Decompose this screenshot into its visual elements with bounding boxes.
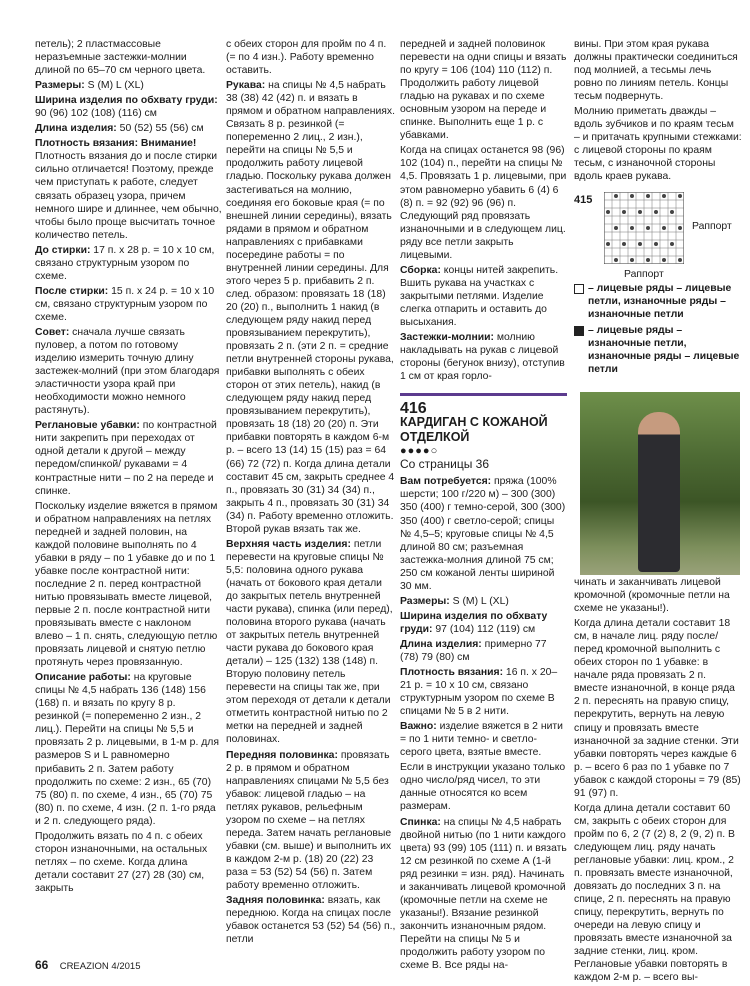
text-paragraph: чинать и заканчивать лицевой кромочной (кромочные петли на схеме не указаны!).: [574, 577, 730, 615]
section-number: 416: [400, 400, 427, 418]
purl-symbol-icon: [574, 326, 584, 336]
assembly-line: Сборка: концы нитей закрепить. Вшить рукава на участках с закрытыми петлями. Изделие слегка отпарить и оставить до высыхания.: [400, 264, 559, 328]
zipper-line: Застежки-молнии: молнию накладывать на рукав с лицевой стороны (бегунок внизу), отступив 1 см от края горло-: [400, 332, 565, 383]
column-3: [400, 38, 567, 974]
column-4: [574, 38, 742, 379]
difficulty-dots: ●●●●○: [400, 445, 439, 458]
back-half-line: Задняя половинка: вязать, как переднюю. Когда на спицах после убавок останется 53 (52) 54 (56) п., петли: [226, 895, 396, 946]
section-title: КАРДИГАН С КОЖАНОЙ ОТДЕЛКОЙ: [400, 415, 548, 445]
length-line: Длина изделия: 50 (52) 55 (56) см: [35, 123, 204, 135]
advice-line: Совет: сначала лучше связать пуловер, а потом по готовому изделию измерить точную длину застежек-молний (при этом благодаря эластичности узора край при необходимости можно немного растянуть).: [35, 326, 220, 417]
sizes-line: Размеры: S (M) L (XL): [35, 80, 144, 92]
before-wash-line: До стирки: 17 п. х 28 р. = 10 х 10 см, связано структурным узором по схеме.: [35, 244, 215, 282]
width-line: Ширина изделия по обхвату груди: 90 (96) 102 (108) (116) см: [35, 95, 218, 120]
text-paragraph: передней и задней половинок перевести на одни спицы и вязать по кругу = 106 (104) 110 (112) п. Продолжить работу лицевой гладью на рукавах и по схеме основным узором на переде и спинке. Выполнить еще 1 р. с убавками.: [400, 39, 567, 142]
front-half-line: Передняя половинка: провязать 2 р. в прямом и обратном направлениях спицами № 5,5 без убавок: лицевой гладью – на петлях рукавов, рельефным узором по схеме – на петлях переда. Затем начать реглановые убавки (см. выше) и выполнить их в каждом 2-м р. (18) 20 (22) 23 раза = 53 (52) 54 (56) п. Затем работу временно отложить.: [226, 749, 392, 891]
section-rule: [400, 393, 567, 396]
description-line: Описание работы: на круговые спицы № 4,5 набрать 136 (148) 156 (168) п. и вязать по кругу 8 р. резинкой (= попеременно 2 изн., 2 лиц.). Перейти на спицы № 5,5 и провязать 2 р. лицевыми, в 1-м р. для размеров S и L равномерно прибавить 2 п. Затем работу продолжить по схеме: 2 изн., 65 (70) 75 (80) п. по схеме, 4 изн., 65 (70) 75 (80) п. по схеме, 4 изн. (2 п. 1-го ряда и 2 п. следующего ряда).: [35, 672, 219, 827]
page-footer: [35, 958, 141, 972]
legend-item-knit: – лицевые ряды – лицевые петли, изнаночные ряды – изнаночные петли: [574, 282, 742, 321]
text-paragraph: Если в инструкции указано только одно число/ряд чисел, то эти данные относятся ко всем размерам.: [400, 762, 566, 813]
sleeves-line: Рукава: на спицы № 4,5 набрать 38 (38) 42 (42) п. и вязать в прямом и обратном направлениях. Связать 8 р. резинкой (= попеременно 2 лиц., 2 изн.), перейти на спицы № 5,5 и продолжить работу лицевой гладью. Поскольку рукава должен застегиваться на молнию, соединяя его боковые края (= по внешней линии середины), вязать рядами в прямом и обратном направлениях с прибавками посередине работы = по внутренней линии середины. Для этого через 5 р. прибавить 2 п. след. образом: провязать 18 (18) 20 (20) п., выполнить 1 накид (в следующем ряду накид перед провязыванием перекрутить), провязать 2 п. (эти 2 п. = средние петли внутренней стороны рукава, прибавки выполнять с обеих сторон от этих петель), накид (в следующем ряду накид перед провязыванием перекрутить), провязать 18 (18) 20 (20) п. Эти прибавки повторять в каждом 6-м р. – всего 13 (14) 15 (15) раз = 64 (66) 72 (72) п. Когда длина детали составит 45 см, закрыть среднее 4 п., провязать 30 (31) 34 (34) п., закрыть 4 п., провязать 30 (31) 34 (34) п. Работу временно отложить. Второй рукав вязать так же.: [226, 80, 395, 535]
after-wash-line: После стирки: 15 п. х 24 р. = 10 х 10 см, связано структурным узором по схеме.: [35, 285, 215, 323]
upper-part-line: Верхняя часть изделия: петли перевести на круговые спицы № 5,5: половина одного рукава (начать от бокового края детали до закрытых петель внутренней части рукава), спинка (или перед), половина второго рукава (начать от закрытых петель внутренней части рукава до бокового края детали) – 125 (132) 138 (148) п. Вторую половину петель перевести на спицы так же, при этом переходя от детали к детали отметить контрастной нитью по 2 метки на передней и задней половинах.: [226, 538, 393, 746]
width-line: Ширина изделия по обхвату груди: 97 (104) 112 (119) см: [400, 610, 548, 635]
text-paragraph: Поскольку изделие вяжется в прямом и обратном направлениях на петлях передней и задней половин, на каждой половине выполнять по 4 убавки в ряду – по 1 убавке до и по 1 убавке после контрастной нити: последние 2 п. перед контрастной нитью провязывать вместе лицевой, первые 2 п. после контрастной нити провязывать вместе с наклоном влево – 1 п. снять, следующую петлю провязать лицевой и снятую петлю протянуть через провязанную.: [35, 500, 218, 669]
knit-symbol-icon: [574, 284, 584, 294]
knit-chart-grid: [604, 192, 684, 264]
sizes-line: Размеры: S (M) L (XL): [400, 595, 509, 607]
density-line: Плотность вязания: 16 п. х 20–21 р. = 10 х 10 см, связано структурным узором по схеме В спицами № 5 в 2 нити.: [400, 667, 558, 718]
text-paragraph: Молнию приметать дважды – вдоль зубчиков и по краям тесьм – и притачать крупными стежками: с лицевой стороны по краям тесьм, с изнаночной стороны вдоль краев рукава.: [574, 106, 742, 183]
back-line: Спинка: на спицы № 4,5 набрать двойной нитью (по 1 нити каждого цвета) 93 (99) 105 (111) п. и вязать 12 см резинкой по схеме А (1-й ряд резинки = изн. ряд). Начинать и заканчивать лицевой кромочной (кромочные петли на схеме не указаны!). Вязание резинкой закончить изнаночным рядом. Перейти на спицы № 5 и продолжить работу узором по схеме В. Все ряды на-: [400, 816, 567, 972]
text-paragraph: петель); 2 пластмассовые неразъемные застежки-молнии длиной по 65–70 см черного цвета.: [35, 39, 206, 77]
model-photo: [580, 392, 740, 575]
length-line: Длина изделия: примерно 77 (78) 79 (80) см: [400, 638, 547, 663]
model-figure: [638, 412, 680, 572]
rapport-label-horizontal: Раппорт: [624, 268, 664, 280]
raglan-line: Реглановые убавки: по контрастной нити закрепить при переходах от одной детали к другой – между передом/спинкой/ рукавами = 4 контрастные нити – по 2 на переде и спинке.: [35, 420, 217, 497]
important-line: Важно: изделие вяжется в 2 нити = по 1 нити темно- и светло-серого цвета, взятые вместе.: [400, 721, 563, 759]
column-1: [35, 38, 222, 897]
text-paragraph: вины. При этом края рукава должны практически соединиться под молнией, а тесьмы лечь ровно по линиям петель. Концы тесьм подвернуть.: [574, 39, 738, 103]
chart-number: 415: [574, 193, 593, 206]
text-paragraph: Когда длина детали составит 60 см, закрыть с обеих сторон для пройм по 6, 2 (7 (2) 8, 2 (9, 2) п. В следующем лиц. ряду начать реглановые убавки: лиц. кром., 2 п. провязать вместе изнаночной, довязать до последних 3 п. на спице, 2 п. переснять на правую спицу, перекрутить, вернуть по очереди на левую спицу и провязать вместе изнаночной за задние стенки, лиц. кром. Реглановые убавки повторять в каждом 2-м р. – всего вы-: [574, 802, 735, 984]
legend-item-purl: – лицевые ряды – изнаночные петли, изнаночные ряды – лицевые петли: [574, 324, 742, 376]
page-reference: Со страницы 36: [400, 457, 490, 472]
column-2: [226, 38, 396, 948]
text-paragraph: Продолжить вязать по 4 п. с обеих сторон изнаночными, на остальных петлях – по схеме. Когда длина детали составит 27 (27) 28 (30) см, закрыть: [35, 830, 208, 894]
text-paragraph: Когда длина детали составит 18 см, в начале лиц. ряду после/перед кромочной выполнить с обеих сторон по 1 убавке: в начале ряда провязать 2 п. вместе изнаночной, в конце ряда 2 п. переснять на правую спицу, перекрутить, вернуть на левую спицу и провязать вместе изнаночной за задние стенки. Эти убавки повторять через каждые 6 р. – всего 6 раз по 1 убавке по 7 убавок с каждой стороны = 79 (85) 91 (97) п.: [574, 618, 741, 799]
text-paragraph: с обеих сторон для пройм по 4 п. (= по 4 изн.). Работу временно оставить.: [226, 39, 387, 77]
knit-chart-block: [574, 192, 742, 282]
column-4-continued: [574, 576, 742, 986]
magazine-issue: CREAZION 4/2015: [59, 961, 141, 972]
page-number: 66: [35, 958, 49, 972]
materials-line: Вам потребуется: пряжа (100% шерсти; 100 г/220 м) – 300 (300) 350 (400) г темно-серой, 300 (300) 350 (400) г светло-серой; спицы № 4,5–5; круговые спицы № 4,5 длиной 80 см; разъемная застежка-молния длиной 75 см; 250 см кожаной ленты шириной 30 мм.: [400, 476, 566, 592]
rapport-label-vertical: Раппорт: [692, 220, 732, 232]
text-paragraph: Когда на спицах останется 98 (96) 102 (104) п., перейти на спицы № 4,5. Провязать 1 р. лицевыми, при этом равномерно убавить 6 (4) 6 (8) п. = 92 (92) 96 (96) п. Следующий ряд провязать изнаночными и в следующем лиц. ряду все петли закрыть лицевыми.: [400, 145, 567, 261]
density-line: Плотность вязания: Внимание! Плотность вязания до и после стирки сильно отличается! Поэтому, прежде чем приступать к работе, следует связать образец узора, причем немного шире и длиннее, чем обычно, чтобы было проще высчитать точное количество петель.: [35, 138, 222, 241]
